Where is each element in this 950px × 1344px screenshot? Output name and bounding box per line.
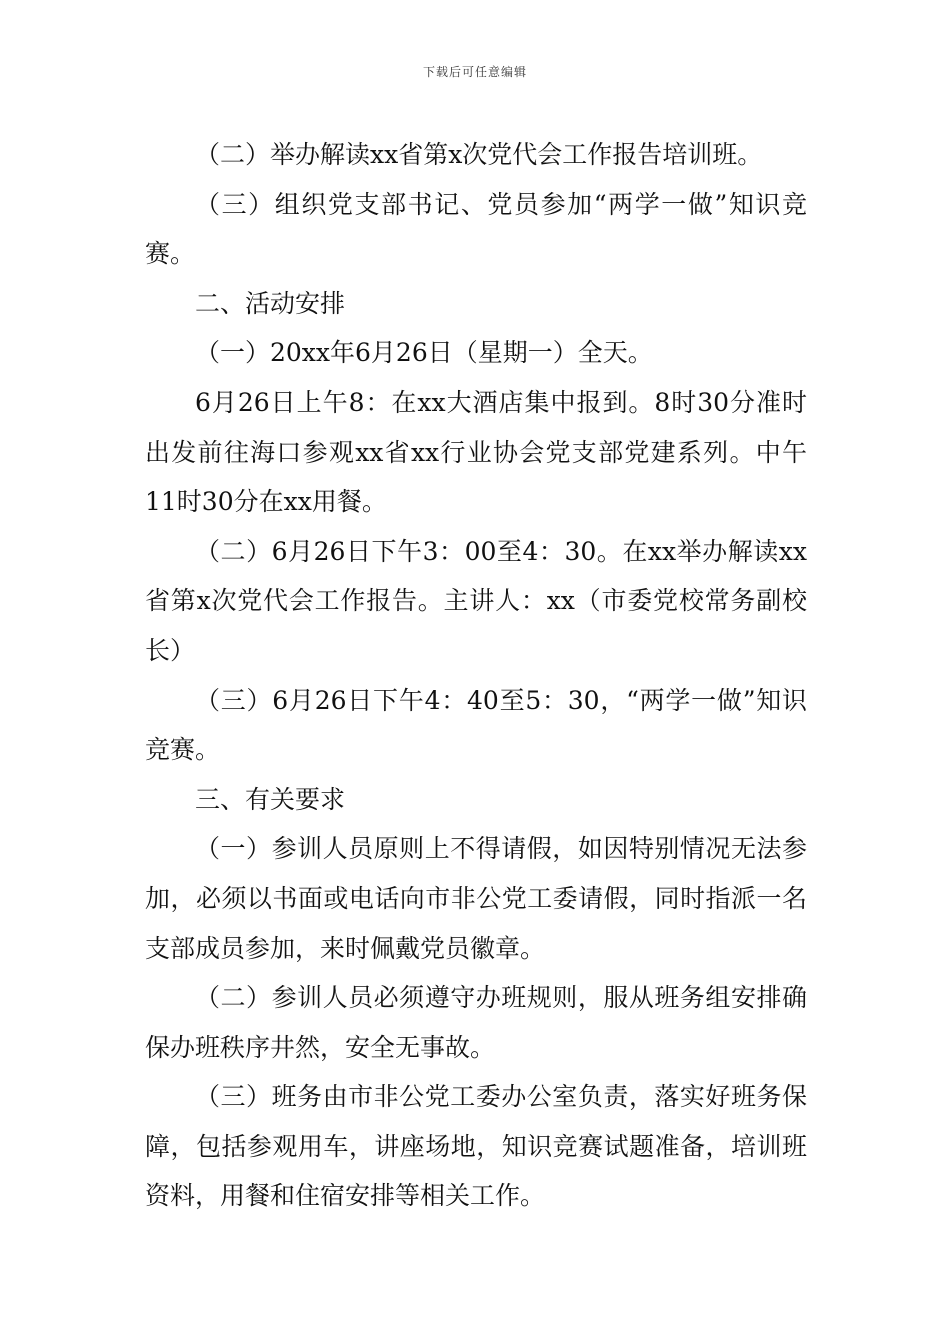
paragraph: （三）组织党支部书记、党员参加“两学一做”知识竞赛。	[145, 189, 807, 269]
paragraph: （二）参训人员必须遵守办班规则，服从班务组安排确保办班秩序井然，安全无事故。	[145, 983, 807, 1062]
paragraph: （一）参训人员原则上不得请假，如因特别情况无法参加，必须以书面或电话向市非公党工委请假，同时指派一名支部成员参加，来时佩戴党员徽章。	[145, 834, 807, 963]
paragraph: （二）举办解读xx省第x次党代会工作报告培训班。	[195, 140, 763, 169]
page-header: 下载后可任意编辑	[422, 65, 527, 79]
paragraph: （三）6月26日下午4：40至5：30，“两学一做”知识竞赛。	[145, 685, 807, 765]
paragraph: （三）班务由市非公党工委办公室负责，落实好班务保障，包括参观用车，讲座场地，知识竞赛试题准备，培训班资料，用餐和住宿安排等相关工作。	[145, 1082, 807, 1211]
paragraph: （二）6月26日下午3：00至4：30。在xx举办解读xx省第x次党代会工作报告。主讲人：xx（市委党校常务副校长）	[145, 536, 807, 665]
section-heading: 二、活动安排	[195, 288, 346, 318]
paragraph: 6月26日上午8：在xx大酒店集中报到。8时30分准时出发前往海口参观xx省xx行业协会党支部党建系列。中午11时30分在xx用餐。	[145, 387, 807, 517]
section-heading: 三、有关要求	[195, 784, 346, 814]
document-body	[145, 130, 807, 1221]
paragraph: （一）20xx年6月26日（星期一）全天。	[195, 338, 653, 368]
